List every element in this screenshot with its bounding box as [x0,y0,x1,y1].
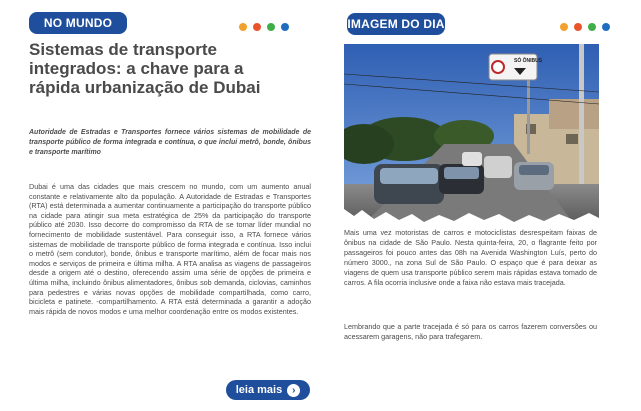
leia-mais-button[interactable] [226,380,310,400]
dot-green [588,23,596,31]
article-title: Sistemas de transporte integrados: a chave para a rápida urbanização de Dubai [29,40,261,97]
dot-orange [239,23,247,31]
dot-orange [560,23,568,31]
color-dots-left [239,23,289,31]
sign-text: SÓ ÔNIBUS [514,58,543,64]
bus-lane-sign [489,54,543,80]
article-lead: Autoridade de Estradas e Transportes fornece vários sistemas de mobilidade de transporte público de forma integrada e contínua, o que inclui metrô, bonde, ônibus e transporte marítimo [29,129,311,156]
article-body: Dubai é uma das cidades que mais crescem no mundo, com um aumento anual constante e relativamente alto da população. A Autoridade de Estradas e Transportes (RTA) está determinada a aumentar continuamente a participação do transporte público na cidade para atingir sua meta estratégica de 25% da participação do transporte público até 2030. Isso decorre do compromisso da RTA de se tornar líder mundial no fornecimento de mobilidade sustentável. Para conseguir isso, a RTA fornece vários sistemas de mobilidade de transporte público de forma integrada e contínua. Isso inclui o metrô (sem condutor), bonde, ônibus e transporte marítimo, além de focar mais nos modos e serviços de primeira e última milha. A RTA analisa as viagens de passageiros desde a origem até o destino, oferecendo assim uma série de opções de primeira e última milha, incluindo ônibus alimentadores, ônibus sob demanda, ciclovias, caminhos para pedestres e várias novas opções de mobilidade compartilhada, como carro, bicicleta e patinete. -compartilhamento. A RTA está determinada a garantir a adoção mais rápida de novos modos e uma melhor coordenação entre os modos existentes. [29,182,311,316]
section-label-imagem-do-dia: IMAGEM DO DIA [347,13,445,35]
photo-caption: Mais uma vez motoristas de carros e motociclistas desrespeitam faixas de ônibus na cidade de São Paulo. Nesta quinta-feira, 20, o flagrante feito por passageiros foi pouco antes das 08h na Avenida Washington Luís, perto do número 3000., na zona Sul de São Paulo. O espaço que é para deixar as viagens de quem usa transporte público serem mais rápidas estava tomado de carros. A fila ocorria inclusive onde a faixa não estava mais tracejada. [344,228,597,287]
traffic-photo [344,44,599,224]
color-dots-right [560,23,610,31]
dot-blue [602,23,610,31]
dot-red [574,23,582,31]
dot-red [253,23,261,31]
dot-blue [281,23,289,31]
dot-green [267,23,275,31]
leia-mais-label: leia mais [235,384,283,396]
section-label-no-mundo: NO MUNDO [29,12,127,34]
photo-caption-note: Lembrando que a parte tracejada é só para os carros fazerem conversões ou acessarem garagens, não para trafegarem. [344,322,597,341]
chevron-right-icon: › [287,384,300,397]
